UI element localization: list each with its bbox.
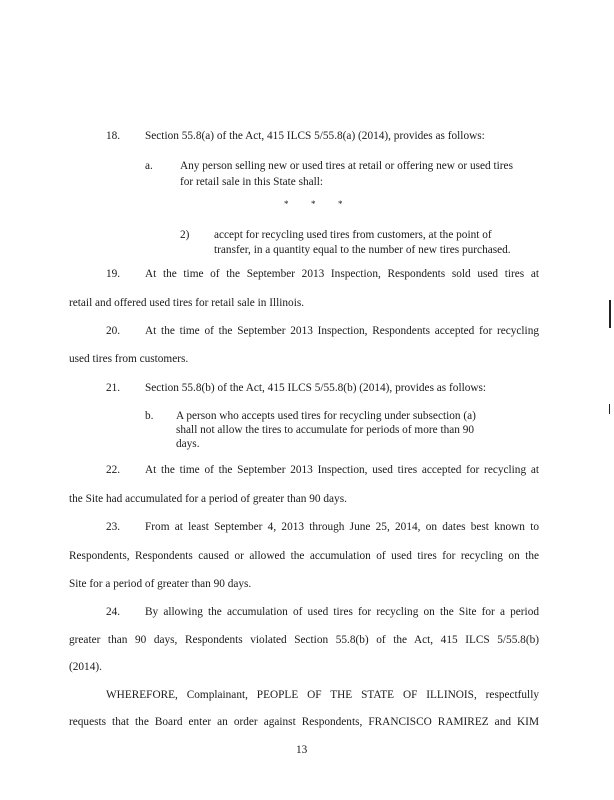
paragraph-18-item-2-label: 2) <box>180 229 190 241</box>
paragraph-18-ellipsis: * * * <box>284 199 343 209</box>
paragraph-21-item-b-line3: days. <box>176 438 200 450</box>
paragraph-24-line1: By allowing the accumulation of used tires for recycling on the Site for a period <box>145 606 539 618</box>
paragraph-20-line1: At the time of the September 2013 Inspection, Respondents accepted for recycling <box>145 325 539 337</box>
paragraph-18-number: 18. <box>106 130 121 142</box>
wherefore-line2: requests that the Board enter an order against Respondents, FRANCISCO RAMIREZ and KIM <box>69 716 539 728</box>
paragraph-18-item-a-label: a. <box>145 160 153 172</box>
paragraph-18-item-a-line1: Any person selling new or used tires at retail or offering new or used tires <box>180 160 513 172</box>
paragraph-18-item-2-line1: accept for recycling used tires from customers, at the point of <box>214 229 492 241</box>
paragraph-23-line2: Respondents, Respondents caused or allowed the accumulation of used tires for recycling on the <box>69 550 539 562</box>
paragraph-22-number: 22. <box>106 464 121 476</box>
paragraph-21-item-b-line1: A person who accepts used tires for recycling under subsection (a) <box>176 410 476 422</box>
scan-edge-mark <box>609 300 611 328</box>
paragraph-24-line3: (2014). <box>69 661 102 673</box>
paragraph-23-line3: Site for a period of greater than 90 days. <box>69 578 252 590</box>
paragraph-19-line2: retail and offered used tires for retail sale in Illinois. <box>69 297 305 309</box>
paragraph-20-number: 20. <box>106 325 121 337</box>
page-number: 13 <box>296 744 308 756</box>
paragraph-22-line2: the Site had accumulated for a period of greater than 90 days. <box>69 493 347 505</box>
paragraph-21-number: 21. <box>106 382 121 394</box>
paragraph-18-item-a-line2: for retail sale in this State shall: <box>180 176 324 188</box>
paragraph-19-line1: At the time of the September 2013 Inspection, Respondents sold used tires at <box>145 268 539 280</box>
paragraph-21-item-b-line2: shall not allow the tires to accumulate for periods of more than 90 <box>176 424 475 436</box>
paragraph-23-number: 23. <box>106 521 121 533</box>
paragraph-24-number: 24. <box>106 606 121 618</box>
paragraph-21-item-b-label: b. <box>145 410 154 422</box>
wherefore-line1: WHEREFORE, Complainant, PEOPLE OF THE STATE OF ILLINOIS, respectfully <box>106 689 539 701</box>
paragraph-18-text: Section 55.8(a) of the Act, 415 ILCS 5/55.8(a) (2014), provides as follows: <box>145 130 485 142</box>
paragraph-18-item-2-line2: transfer, in a quantity equal to the number of new tires purchased. <box>214 244 511 256</box>
paragraph-19-number: 19. <box>106 268 121 280</box>
paragraph-24-line2: greater than 90 days, Respondents violated Section 55.8(b) of the Act, 415 ILCS 5/55.8(b) <box>69 634 539 646</box>
paragraph-21-text: Section 55.8(b) of the Act, 415 ILCS 5/55.8(b) (2014), provides as follows: <box>145 382 487 394</box>
scan-edge-mark <box>609 404 610 414</box>
paragraph-22-line1: At the time of the September 2013 Inspection, used tires accepted for recycling at <box>145 464 539 476</box>
paragraph-23-line1: From at least September 4, 2013 through June 25, 2014, on dates best known to <box>145 521 539 533</box>
paragraph-20-line2: used tires from customers. <box>69 353 189 365</box>
